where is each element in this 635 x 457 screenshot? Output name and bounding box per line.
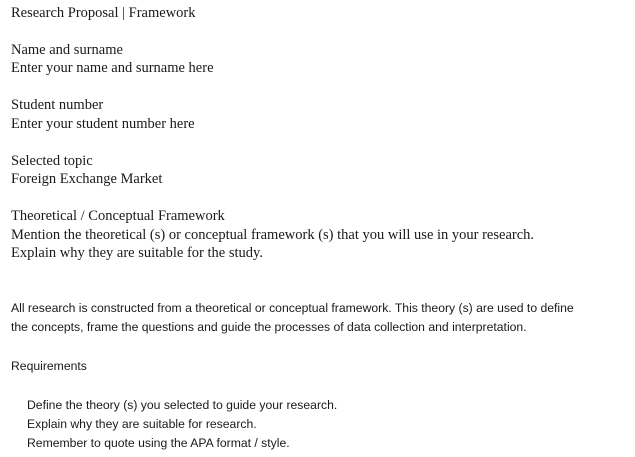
- student-number-value[interactable]: Enter your student number here: [11, 116, 195, 132]
- framework-instruction-2[interactable]: Explain why they are suitable for the study.: [11, 245, 263, 261]
- page-title: Research Proposal | Framework: [11, 5, 196, 21]
- requirement-item: Remember to quote using the APA format / style.: [27, 436, 290, 450]
- name-label: Name and surname: [11, 42, 123, 58]
- intro-line-1: All research is constructed from a theoretical or conceptual framework. This theory (s) are used to define: [11, 301, 574, 315]
- name-value[interactable]: Enter your name and surname here: [11, 60, 214, 76]
- intro-line-2: the concepts, frame the questions and guide the processes of data collection and interpretation.: [11, 320, 527, 334]
- topic-label: Selected topic: [11, 153, 93, 169]
- requirements-list: [27, 396, 337, 453]
- requirement-item: Define the theory (s) you selected to guide your research.: [27, 398, 338, 412]
- requirements-heading: Requirements: [11, 359, 87, 373]
- framework-instruction-1[interactable]: Mention the theoretical (s) or conceptual framework (s) that you will use in your research.: [11, 227, 535, 243]
- requirement-item: Explain why they are suitable for research.: [27, 417, 257, 431]
- student-number-label: Student number: [11, 97, 104, 113]
- topic-value[interactable]: Foreign Exchange Market: [11, 171, 163, 187]
- framework-label: Theoretical / Conceptual Framework: [11, 208, 225, 224]
